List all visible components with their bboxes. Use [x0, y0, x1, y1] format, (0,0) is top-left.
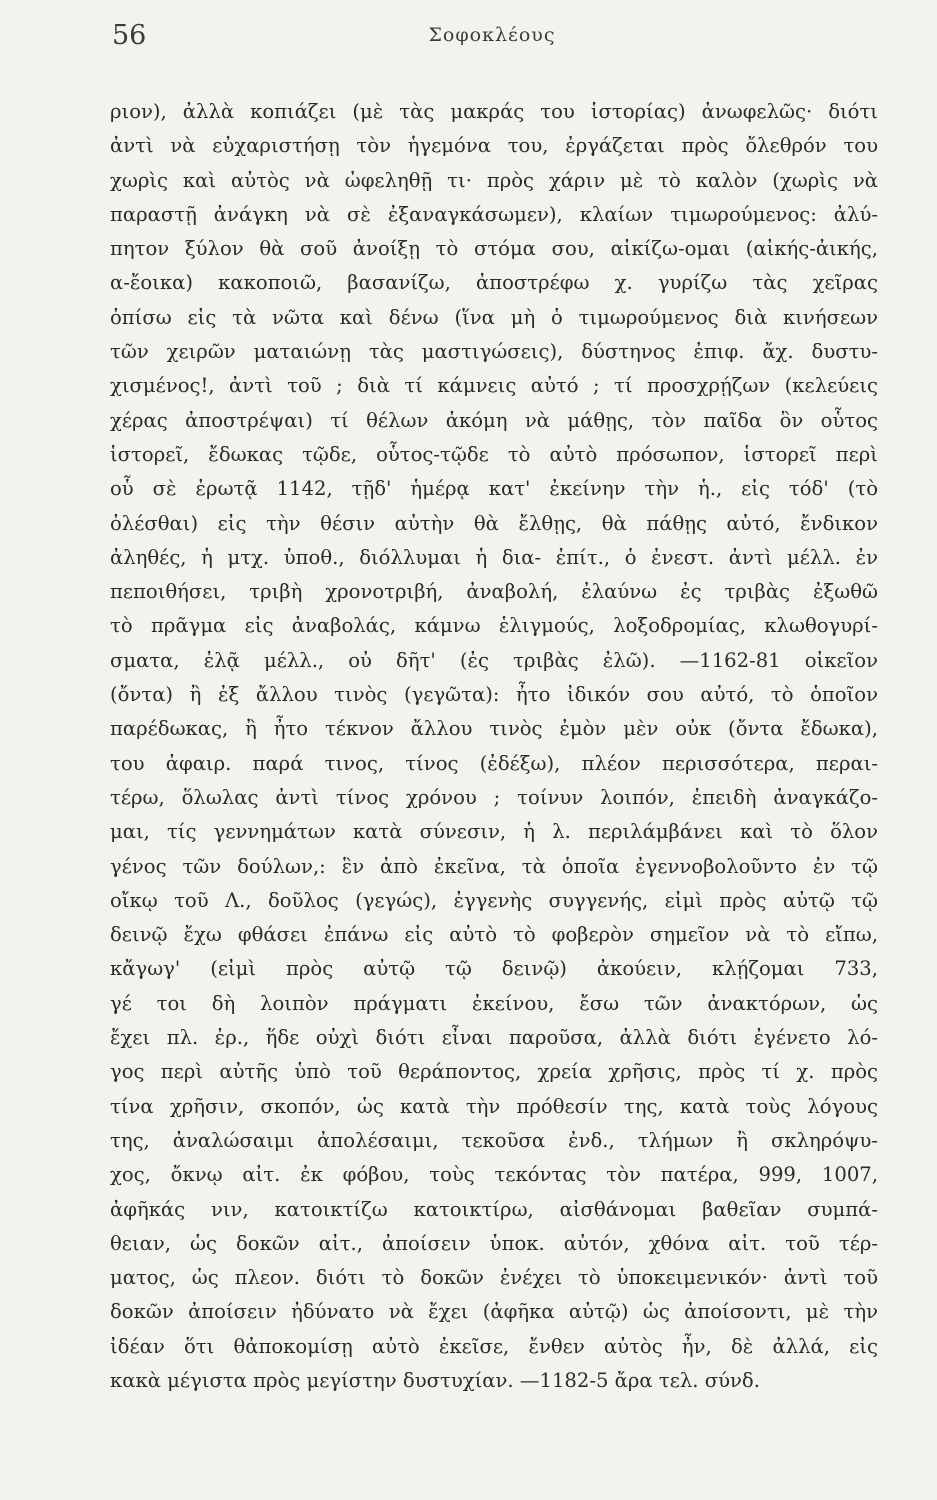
- text-line: ὀπίσω εἰς τὰ νῶτα καὶ δένω (ἵνα μὴ ὁ τιμωρούμενος διὰ κινήσεων: [110, 305, 878, 329]
- running-title: Σοφοκλέους: [428, 24, 556, 46]
- text-line: γος περὶ αὐτῆς ὑπὸ τοῦ θεράποντος, χρεία χρῆσις, πρὸς τί χ. πρὸς: [110, 1060, 878, 1084]
- text-line: τὸ πρᾶγμα εἰς ἀναβολάς, κάμνω ἑλιγμούς, λοξοδρομίας, κλωθογυρί-: [110, 614, 878, 638]
- text-line: πεποιθήσει, τριβὴ χρονοτριβή, ἀναβολή, ἐλαύνω ἐς τριβὰς ἐξωθῶ: [110, 580, 878, 604]
- page-number: 56: [112, 20, 147, 51]
- text-line: ἀληθές, ἡ μτχ. ὑποθ., διόλλυμαι ἡ δια- ἐπίτ., ὁ ἐνεστ. ἀντὶ μέλλ. ἐν: [110, 545, 878, 569]
- text-line: κακὰ μέγιστα πρὸς μεγίστην δυστυχίαν. —1182-5 ἄρα τελ. σύνδ.: [110, 1368, 760, 1392]
- text-line: (ὄντα) ἢ ἐξ ἄλλου τινὸς (γεγῶτα): ἦτο ἰδικόν σου αὐτό, τὸ ὁποῖον: [110, 683, 878, 707]
- text-line: της, ἀναλώσαιμι ἀπολέσαιμι, τεκοῦσα ἐνδ., τλήμων ἢ σκληρόψυ-: [110, 1128, 878, 1152]
- page-header: [112, 18, 872, 58]
- text-line: χωρὶς καὶ αὐτὸς νὰ ὠφεληθῇ τι· πρὸς χάριν μὲ τὸ καλὸν (χωρὶς νὰ: [110, 168, 878, 192]
- text-line: τῶν χειρῶν ματαιώνῃ τὰς μαστιγώσεις), δύστηνος ἐπιφ. ἄχ. δυστυ-: [110, 340, 878, 364]
- text-line: ἀφῆκάς νιν, κατοικτίζω κατοικτίρω, αἰσθάνομαι βαθεῖαν συμπά-: [110, 1197, 878, 1221]
- text-line: ἀντὶ νὰ εὐχαριστήσῃ τὸν ἡγεμόνα του, ἐργάζεται πρὸς ὄλεθρόν του: [110, 134, 878, 158]
- text-line: του ἀφαιρ. παρά τινος, τίνος (ἐδέξω), πλέον περισσότερα, περαι-: [110, 751, 878, 775]
- text-line: τέρω, ὅλωλας ἀντὶ τίνος χρόνου ; τοίνυν λοιπόν, ἐπειδὴ ἀναγκάζο-: [110, 785, 878, 809]
- text-line: ἰδέαν ὅτι θἀποκομίσῃ αὐτὸ ἐκεῖσε, ἔνθεν αὐτὸς ἦν, δὲ ἀλλά, εἰς: [110, 1334, 878, 1358]
- text-line: χος, ὄκνῳ αἰτ. ἐκ φόβου, τοὺς τεκόντας τὸν πατέρα, 999, 1007,: [110, 1163, 878, 1187]
- text-line: κἄγωγ' (εἰμὶ πρὸς αὐτῷ τῷ δεινῷ) ἀκούειν, κλῄζομαι 733,: [110, 957, 878, 981]
- text-line: α-ἔοικα) κακοποιῶ, βασανίζω, ἀποστρέφω χ. γυρίζω τὰς χεῖρας: [110, 271, 878, 295]
- text-line: ὀλέσθαι) εἰς τὴν θέσιν αὐτὴν θὰ ἔλθῃς, θὰ πάθῃς αὐτό, ἔνδικον: [110, 511, 878, 535]
- text-line: τίνα χρῆσιν, σκοπόν, ὡς κατὰ τὴν πρόθεσίν της, κατὰ τοὺς λόγους: [110, 1094, 878, 1118]
- text-line: δοκῶν ἀποίσειν ἠδύνατο νὰ ἔχει (ἀφῆκα αὐτῷ) ὡς ἀποίσοντι, μὲ τὴν: [110, 1300, 878, 1324]
- text-line: δεινῷ ἔχω φθάσει ἐπάνω εἰς αὐτὸ τὸ φοβερὸν σημεῖον νὰ τὸ εἴπω,: [110, 923, 878, 947]
- text-line: γέ τοι δὴ λοιπὸν πράγματι ἐκείνου, ἔσω τῶν ἀνακτόρων, ὡς: [110, 991, 878, 1015]
- text-line: οὗ σὲ ἐρωτᾷ 1142, τῇδ' ἡμέρᾳ κατ' ἐκείνην τὴν ἡ., εἰς τόδ' (τὸ: [110, 477, 878, 501]
- text-line: χισμένος!, ἀντὶ τοῦ ; διὰ τί κάμνεις αὐτό ; τί προσχρῄζων (κελεύεις: [110, 374, 878, 398]
- text-line: πητον ξύλον θὰ σοῦ ἀνοίξῃ τὸ στόμα σου, αἰκίζω-ομαι (αἰκής-ἀικής,: [110, 237, 878, 261]
- text-line: χέρας ἀποστρέψαι) τί θέλων ἀκόμη νὰ μάθῃς, τὸν παῖδα ὃν οὗτος: [110, 408, 878, 432]
- text-line: ἱστορεῖ, ἔδωκας τῷδε, οὗτος-τῷδε τὸ αὐτὸ πρόσωπον, ἱστορεῖ περὶ: [110, 442, 878, 466]
- commentary-text: [110, 95, 878, 1398]
- text-line: παρέδωκας, ἢ ἦτο τέκνον ἄλλου τινὸς ἐμὸν μὲν οὐκ (ὄντα ἔδωκα),: [110, 717, 878, 741]
- text-line: ματος, ὡς πλεον. διότι τὸ δοκῶν ἐνέχει τὸ ὑποκειμενικόν· ἀντὶ τοῦ: [110, 1266, 878, 1290]
- text-line: παραστῇ ἀνάγκη νὰ σὲ ἐξαναγκάσωμεν), κλαίων τιμωρούμενος: ἀλύ-: [110, 202, 878, 226]
- text-line: γένος τῶν δούλων,: ἓν ἀπὸ ἐκεῖνα, τὰ ὁποῖα ἐγεννοβολοῦντο ἐν τῷ: [110, 854, 878, 878]
- text-line: ριον), ἀλλὰ κοπιάζει (μὲ τὰς μακράς του ἱστορίας) ἀνωφελῶς· διότι: [110, 100, 878, 123]
- text-line: μαι, τίς γεννημάτων κατὰ σύνεσιν, ἡ λ. περιλάμβάνει καὶ τὸ ὅλον: [110, 820, 878, 844]
- text-line: θειαν, ὡς δοκῶν αἰτ., ἀποίσειν ὑποκ. αὐτόν, χθόνα αἰτ. τοῦ τέρ-: [110, 1231, 878, 1255]
- text-line: σματα, ἐλᾷ μέλλ., οὐ δῆτ' (ἐς τριβὰς ἐλῶ). —1162-81 οἰκεῖον: [110, 648, 878, 672]
- text-line: οἴκῳ τοῦ Λ., δοῦλος (γεγώς), ἐγγενὴς συγγενής, εἰμὶ πρὸς αὐτῷ τῷ: [110, 888, 878, 912]
- text-line: ἔχει πλ. ἐρ., ἥδε οὐχὶ διότι εἶναι παροῦσα, ἀλλὰ διότι ἐγένετο λό-: [110, 1026, 878, 1050]
